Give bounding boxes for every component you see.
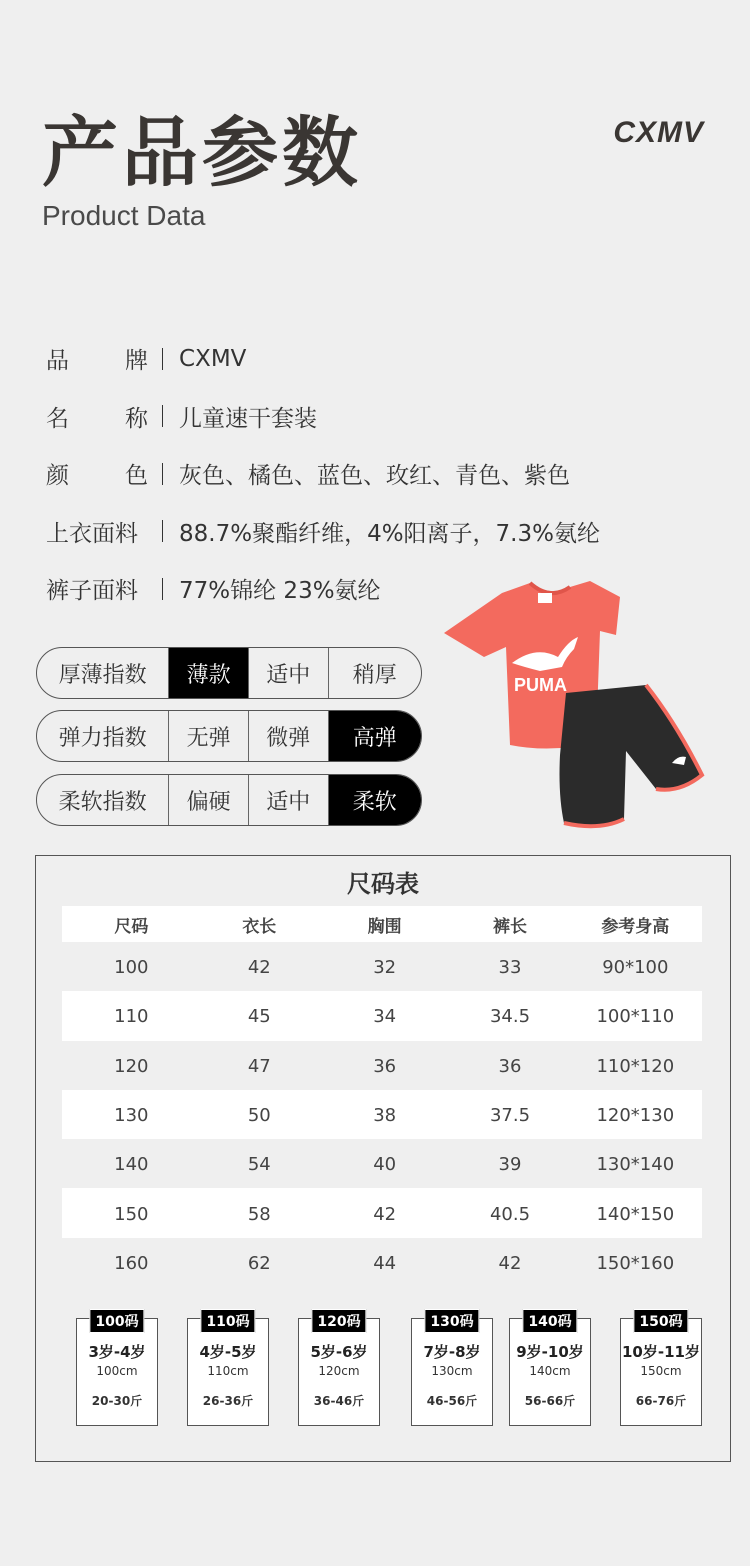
option-high-stretch: 高弹 [328,711,422,761]
table-cell: 44 [373,1252,397,1274]
table-cell: 42 [318,1188,451,1237]
table-cell: 34.5 [451,991,568,1040]
table-cell: 100 [114,957,149,979]
age-range: 10岁-11岁 [622,1343,700,1361]
size-card [620,1314,702,1426]
table-cell: 42 [247,957,271,979]
size-tag: 100码 [89,1309,144,1333]
height-value: 140cm [529,1364,571,1378]
table-cell: 130*140 [596,1154,675,1176]
size-cards [63,1314,705,1438]
option-hard: 偏硬 [168,775,248,825]
size-card [76,1314,158,1426]
column-header: 衣长 [201,906,318,942]
table-cell: 45 [201,991,318,1040]
age-range: 7岁-8岁 [423,1343,481,1361]
divider [162,463,163,485]
size-tag: 130码 [424,1309,479,1333]
column-header: 胸围 [318,906,451,942]
weight-range: 56-66斤 [524,1394,576,1408]
spec-key: 裤子面料 [46,578,138,605]
divider [162,348,163,370]
index-label: 柔软指数 [58,789,147,815]
table-cell: 140*150 [569,1188,702,1237]
spec-value: CXMV [179,345,247,372]
softness-index [36,774,422,826]
index-label: 厚薄指数 [58,662,147,688]
table-cell: 36 [498,1055,522,1077]
table-cell: 150*160 [596,1252,675,1274]
option-soft: 柔软 [328,775,422,825]
weight-range: 20-30斤 [91,1394,143,1408]
thickness-index [36,647,422,699]
table-row [62,1188,702,1237]
table-header [62,906,702,942]
size-card [411,1314,493,1426]
age-range: 5岁-6岁 [310,1343,368,1361]
table-cell: 120 [114,1055,149,1077]
size-tag: 120码 [311,1309,366,1333]
height-value: 130cm [431,1364,473,1378]
spec-key: 颜 色 [46,463,148,490]
table-row [62,1238,702,1287]
table-cell: 40.5 [451,1188,568,1237]
table-cell: 38 [318,1090,451,1139]
shirt-logo-text: PUMA [514,675,567,695]
elasticity-index [36,710,422,762]
table-cell: 110*120 [596,1055,675,1077]
weight-range: 66-76斤 [635,1394,687,1408]
table-row [62,991,702,1040]
table-cell: 110 [62,991,201,1040]
table-row [62,1139,702,1188]
divider [162,578,163,600]
spec-key: 名 称 [46,405,148,432]
column-header: 尺码 [62,906,201,942]
size-tag: 140码 [522,1309,577,1333]
table-row [62,1041,702,1090]
age-range: 3岁-4岁 [88,1343,146,1361]
column-header: 裤长 [451,906,568,942]
spec-row-top-fabric [46,503,666,561]
age-range: 4岁-5岁 [199,1343,257,1361]
spec-row-name [46,388,666,446]
divider [162,520,163,542]
spec-value: 灰色、橘色、蓝色、玫红、青色、紫色 [179,463,570,490]
table-cell: 40 [373,1154,397,1176]
size-chart-title: 尺码表 [347,870,419,898]
height-value: 100cm [96,1364,138,1378]
table-cell: 33 [498,957,522,979]
page-subtitle: Product Data [42,200,206,231]
size-tag: 150码 [633,1309,688,1333]
option-thick: 稍厚 [328,648,422,698]
brand-logo: CXMV [613,116,704,149]
size-chart [35,855,731,1462]
size-card [298,1314,380,1426]
table-cell: 58 [201,1188,318,1237]
tag-icon [538,593,552,603]
column-header: 参考身高 [569,906,702,942]
height-value: 150cm [640,1364,682,1378]
weight-range: 26-36斤 [202,1394,254,1408]
table-row [62,942,702,991]
table-row [62,1090,702,1139]
size-card [509,1314,591,1426]
table-cell: 120*130 [569,1090,702,1139]
weight-range: 36-46斤 [313,1394,365,1408]
table-cell: 37.5 [451,1090,568,1139]
option-no-stretch: 无弹 [168,711,248,761]
size-table [62,906,702,1287]
table-cell: 140 [114,1154,149,1176]
size-tag: 110码 [200,1309,255,1333]
option-slight-stretch: 微弹 [248,711,328,761]
table-cell: 39 [498,1154,522,1176]
table-cell: 90*100 [602,957,669,979]
product-image [440,575,720,835]
table-cell: 100*110 [569,991,702,1040]
table-cell: 47 [247,1055,271,1077]
table-cell: 32 [373,957,397,979]
table-cell: 50 [201,1090,318,1139]
option-medium: 适中 [248,648,328,698]
table-cell: 160 [114,1252,149,1274]
option-thin: 薄款 [168,648,248,698]
table-cell: 54 [247,1154,271,1176]
page-title: 产品参数 [42,108,362,197]
age-range: 9岁-10岁 [516,1343,584,1361]
weight-range: 46-56斤 [426,1394,478,1408]
spec-value: 儿童速干套装 [179,405,317,432]
table-cell: 42 [498,1252,522,1274]
table-cell: 150 [62,1188,201,1237]
shorts-shape [560,685,703,826]
index-label: 弹力指数 [58,725,147,751]
spec-value: 88.7%聚酯纤维，4%阳离子，7.3%氨纶 [179,520,600,547]
spec-key: 品 牌 [46,348,148,375]
table-cell: 130 [62,1090,201,1139]
option-medium: 适中 [248,775,328,825]
spec-row-brand [46,330,666,388]
height-value: 120cm [318,1364,360,1378]
table-cell: 36 [373,1055,397,1077]
spec-row-color [46,445,666,503]
height-value: 110cm [207,1364,249,1378]
table-cell: 62 [247,1252,271,1274]
spec-key: 上衣面料 [46,520,138,547]
spec-value: 77%锦纶 23%氨纶 [179,578,381,605]
table-cell: 34 [318,991,451,1040]
divider [162,405,163,427]
size-card [187,1314,269,1426]
